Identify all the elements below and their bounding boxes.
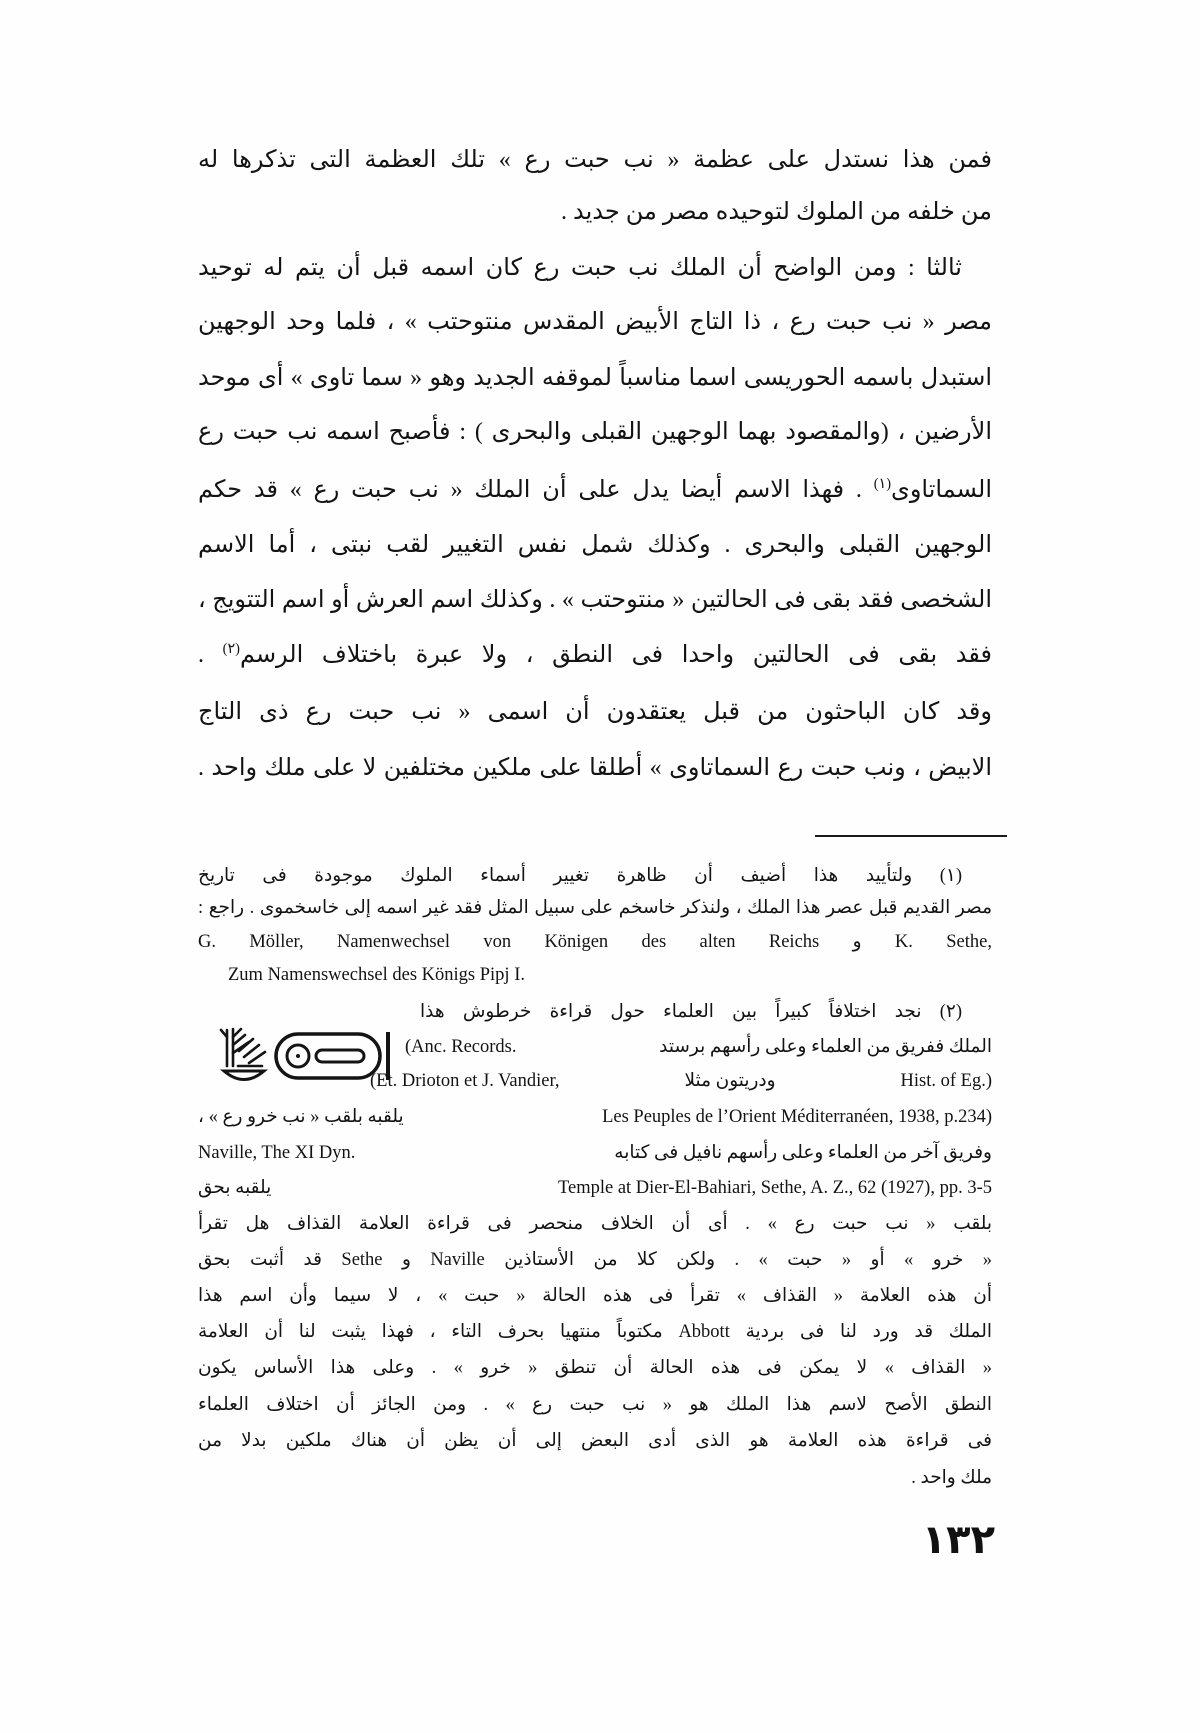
main-text-line: مصر « نب حبت رع ، ذا التاج الأبيض المقدس منتوحتب » ، فلما وحد الوجهين — [198, 309, 992, 335]
main-text-line: فمن هذا نستدل على عظمة « نب حبت رع » تلك العظمة التى تذكرها له — [198, 147, 992, 173]
footnote-ref-marker: (٢) — [222, 641, 240, 657]
footnote-line: بلقب « نب حبت رع » . أى أن الخلاف منحصر فى قراءة العلامة القذاف هل تقرأ — [198, 1214, 992, 1234]
footnote-text-fragment: الملك ففريق من العلماء وعلى رأسهم برستد — [659, 1037, 992, 1057]
main-text-line: وقد كان الباحثون من قبل يعتقدون أن اسمى « نب حبت رع ذى التاج — [198, 699, 992, 725]
nb-basket-sign-icon — [224, 1071, 264, 1080]
main-text-line: الشخصى فقد بقى فى الحالتين « منتوحتب » . وكذلك اسم العرش أو اسم التتويج ، — [198, 587, 992, 613]
main-text-fragment: السماتاوى — [891, 477, 992, 503]
footnote-mixed-line — [405, 1030, 992, 1064]
footnote-citation-line: G. Möller, Namenwechsel von Königen des alten Reichs و K. Sethe, — [198, 932, 992, 952]
footnote-text-fragment: يلقبه بلقب « نب خرو رع » ، — [198, 1107, 404, 1127]
main-text-line: ثالثا : ومن الواضح أن الملك نب حبت رع كان اسمه قبل أن يتم له توحيد — [198, 255, 962, 281]
footnote-mixed-line — [198, 1136, 992, 1170]
sun-disk-sign-icon — [287, 1045, 309, 1067]
footnote-mixed-line — [198, 1171, 992, 1205]
footnote-line: الملك قد ورد لنا فى بردية Abbott مكتوباً منتهيا بحرف التاء ، فهذا يثبت لنا أن العلامة — [198, 1322, 992, 1342]
footnote-line: النطق الأصح لاسم هذا الملك هو « نب حبت رع » . ومن الجائز أن اختلاف العلماء — [198, 1395, 992, 1415]
footnote-citation-fragment: Naville, The XI Dyn. — [198, 1143, 356, 1163]
page-number: ١٣٢ — [921, 1517, 995, 1563]
main-text-line: من خلفه من الملوك لتوحيده مصر من جديد . — [561, 199, 992, 225]
footnote-line: « القذاف » لا يمكن فى هذه الحالة أن تنطق « خرو » . وعلى هذا الأساس يكون — [198, 1358, 992, 1378]
footnote-citation-fragment: Temple at Dier-El-Bahiari, Sethe, A. Z., 62 (1927), pp. 3-5 — [557, 1178, 992, 1198]
main-text-line: استبدل باسمه الحوريسى اسما مناسباً لموقفه الجديد وهو « سما تاوى » أى موحد — [198, 365, 992, 391]
footnote-line: (٢) نجد اختلافاً كبيراً بين العلماء حول قراءة خرطوش هذا — [420, 1002, 962, 1022]
main-text-fragment: . — [198, 642, 223, 668]
main-text-line: الابيض ، ونب حبت رع السماتاوى » أطلقا على ملكين مختلفين لا على ملك واحد . — [198, 755, 992, 781]
footnote-line: فى قراءة هذه العلامة هو الذى أدى البعض إلى أن يظن أن هناك ملكين بدلا من — [198, 1431, 992, 1451]
footnote-text-fragment: يلقبه بحق — [198, 1178, 272, 1198]
heb-plant-sign-icon — [221, 1029, 265, 1066]
footnote-citation-line: Zum Namenswechsel des Königs Pipj I. — [228, 965, 525, 985]
main-text-fragment: فقد بقى فى الحالتين واحدا فى النطق ، ولا عبرة باختلاف الرسم — [239, 642, 992, 668]
main-text-line — [198, 464, 992, 516]
footnote-mixed-line — [198, 1100, 992, 1134]
main-text-line — [198, 629, 992, 681]
cartouche-inner-bar-icon — [316, 1050, 364, 1062]
footnote-text-fragment: وفريق آخر من العلماء وعلى رأسهم نافيل فى كتابه — [614, 1143, 992, 1163]
footnote-line: (١) ولتأييد هذا أضيف أن ظاهرة تغيير أسماء الملوك موجودة فى تاريخ — [198, 866, 962, 886]
footnote-citation-fragment: Hist. of Eg.) — [900, 1071, 992, 1091]
footnote-citation-fragment: (Et. Drioton et J. Vandier, — [370, 1071, 560, 1091]
footnote-line: ملك واحد . — [911, 1468, 992, 1488]
footnote-line: « خرو » أو « حبت » . ولكن كلا من الأستاذين Naville و Sethe قد أثبت بحق — [198, 1250, 992, 1270]
footnote-ref-marker: (١) — [873, 476, 892, 492]
main-text-fragment: . فهذا الاسم أيضا يدل على أن الملك « نب حبت رع » قد حكم — [198, 477, 874, 503]
footnote-line: مصر القديم قبل عصر هذا الملك ، ولنذكر خاسخم على سبيل المثل فقد غير اسمه إلى خاسخموى . راجع : — [198, 898, 992, 918]
footnote-line: أن هذه العلامة « القذاف » تقرأ فى هذه الحالة « حبت » ، لا سيما وأن اسم هذا — [198, 1286, 992, 1306]
footnote-text-fragment: ودريتون مثلا — [684, 1071, 776, 1091]
footnote-citation-fragment: (Anc. Records. — [405, 1037, 517, 1057]
main-text-line: الأرضين ، (والمقصود بهما الوجهين القبلى والبحرى ) : فأصبح اسمه نب حبت رع — [198, 419, 992, 445]
footnote-citation-fragment: Les Peuples de l’Orient Méditerranéen, 1938, p.234) — [602, 1107, 992, 1127]
main-text-line: الوجهين القبلى والبحرى . وكذلك شمل نفس التغيير لقب نبتى ، أما الاسم — [198, 532, 992, 558]
footnote-separator — [815, 835, 1007, 837]
footnote-mixed-line — [370, 1064, 992, 1098]
